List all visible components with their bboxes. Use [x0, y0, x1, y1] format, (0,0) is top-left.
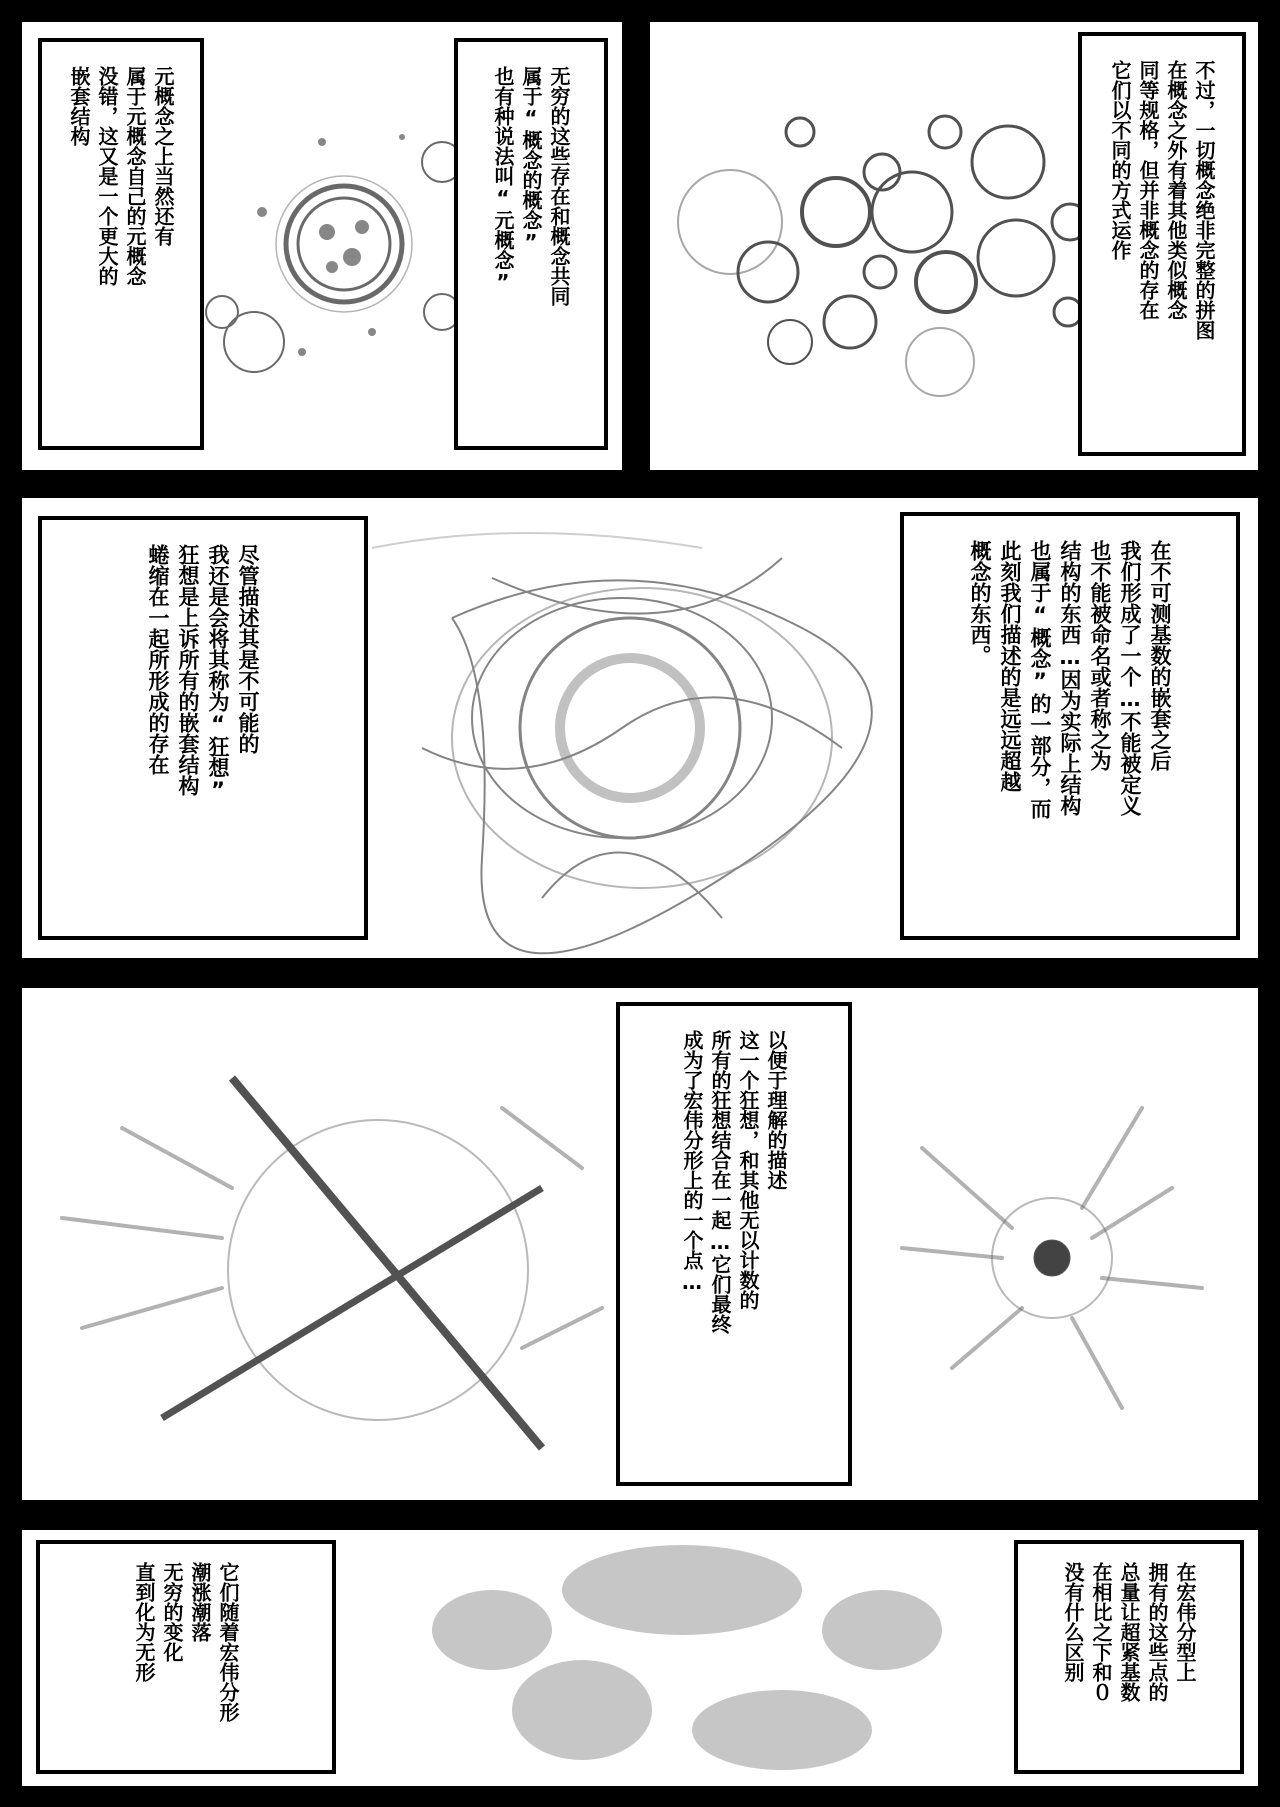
caption-line: 蜷缩在一起所形成的存在 [146, 544, 170, 775]
caption-line: 我们形成了一个…不能被定义 [1118, 540, 1142, 816]
caption-line: 尽管描述其是不可能的 [236, 544, 260, 754]
caption-text [678, 1030, 790, 1462]
caption-line: 拥有的这些点的 [1145, 1562, 1169, 1702]
caption-line: 我还是会将其称为“狂想” [206, 544, 230, 802]
caption-line: 在宏伟分型上 [1173, 1562, 1197, 1682]
caption-line: 以便于理解的描述 [764, 1030, 788, 1190]
panel-meta-concept [22, 22, 622, 470]
caption-line: 无穷的这些存在和概念共同 [547, 66, 571, 306]
caption-line: 总量让超紧基数 [1117, 1562, 1141, 1702]
caption-text [965, 540, 1175, 916]
caption-box [1078, 32, 1246, 456]
caption-line: 元概念之上当然还有 [151, 66, 175, 246]
caption-line: 不过，一切概念绝非完整的拼图 [1192, 60, 1216, 340]
caption-line: 没有什么区别 [1061, 1562, 1085, 1682]
caption-line: 它们随着宏伟分形 [216, 1562, 240, 1722]
caption-box [900, 512, 1240, 940]
caption-line: 结构的东西…因为实际上结构 [1058, 540, 1082, 816]
caption-line: 潮涨潮落 [188, 1562, 212, 1642]
caption-line: 狂想是上诉所有的嵌套结构 [176, 544, 200, 796]
caption-line: 同等规格，但并非概念的存在 [1136, 60, 1160, 320]
caption-line: 在概念之外有着其他类似概念 [1164, 60, 1188, 320]
caption-box [1014, 1540, 1244, 1774]
caption-line: 在不可测基数的嵌套之后 [1148, 540, 1172, 771]
caption-line: 在相比之下和０ [1089, 1562, 1113, 1702]
caption-text [65, 66, 177, 426]
caption-line: 也有种说法叫“元概念” [491, 66, 515, 294]
caption-line: 属于元概念自己的元概念 [123, 66, 147, 286]
caption-text [130, 1562, 242, 1758]
caption-line: 嵌套结构 [67, 66, 91, 146]
caption-box [454, 38, 608, 450]
caption-line: 没错，这又是一个更大的 [95, 66, 119, 286]
caption-box [616, 1002, 852, 1486]
caption-box [38, 516, 368, 940]
caption-line: 此刻我们描述的是远远超越 [998, 540, 1022, 792]
caption-text [1059, 1562, 1199, 1758]
caption-text [489, 66, 573, 426]
caption-line: 属于“概念的概念” [519, 66, 543, 254]
caption-line: 无穷的变化 [160, 1562, 184, 1662]
caption-line: 这一个狂想，和其他无以计数的 [736, 1030, 760, 1310]
caption-text [143, 544, 263, 916]
caption-box [36, 1540, 336, 1774]
caption-text [1106, 60, 1218, 432]
panel-grand-fractal [22, 988, 1258, 1500]
panel-wild-thought [22, 498, 1258, 958]
caption-box [38, 38, 204, 450]
caption-line: 也不能被命名或者称之为 [1088, 540, 1112, 771]
caption-line: 也属于“概念”的一部分，而 [1028, 540, 1052, 819]
caption-line: 概念的东西。 [968, 540, 992, 666]
caption-line: 成为了宏伟分形上的一个点… [680, 1030, 704, 1294]
panel-other-existences [650, 22, 1258, 470]
caption-line: 它们以不同的方式运作 [1108, 60, 1132, 260]
panel-tides [22, 1530, 1258, 1786]
caption-line: 所有的狂想结合在一起…它们最终 [708, 1030, 732, 1334]
caption-line: 直到化为无形 [132, 1562, 156, 1682]
